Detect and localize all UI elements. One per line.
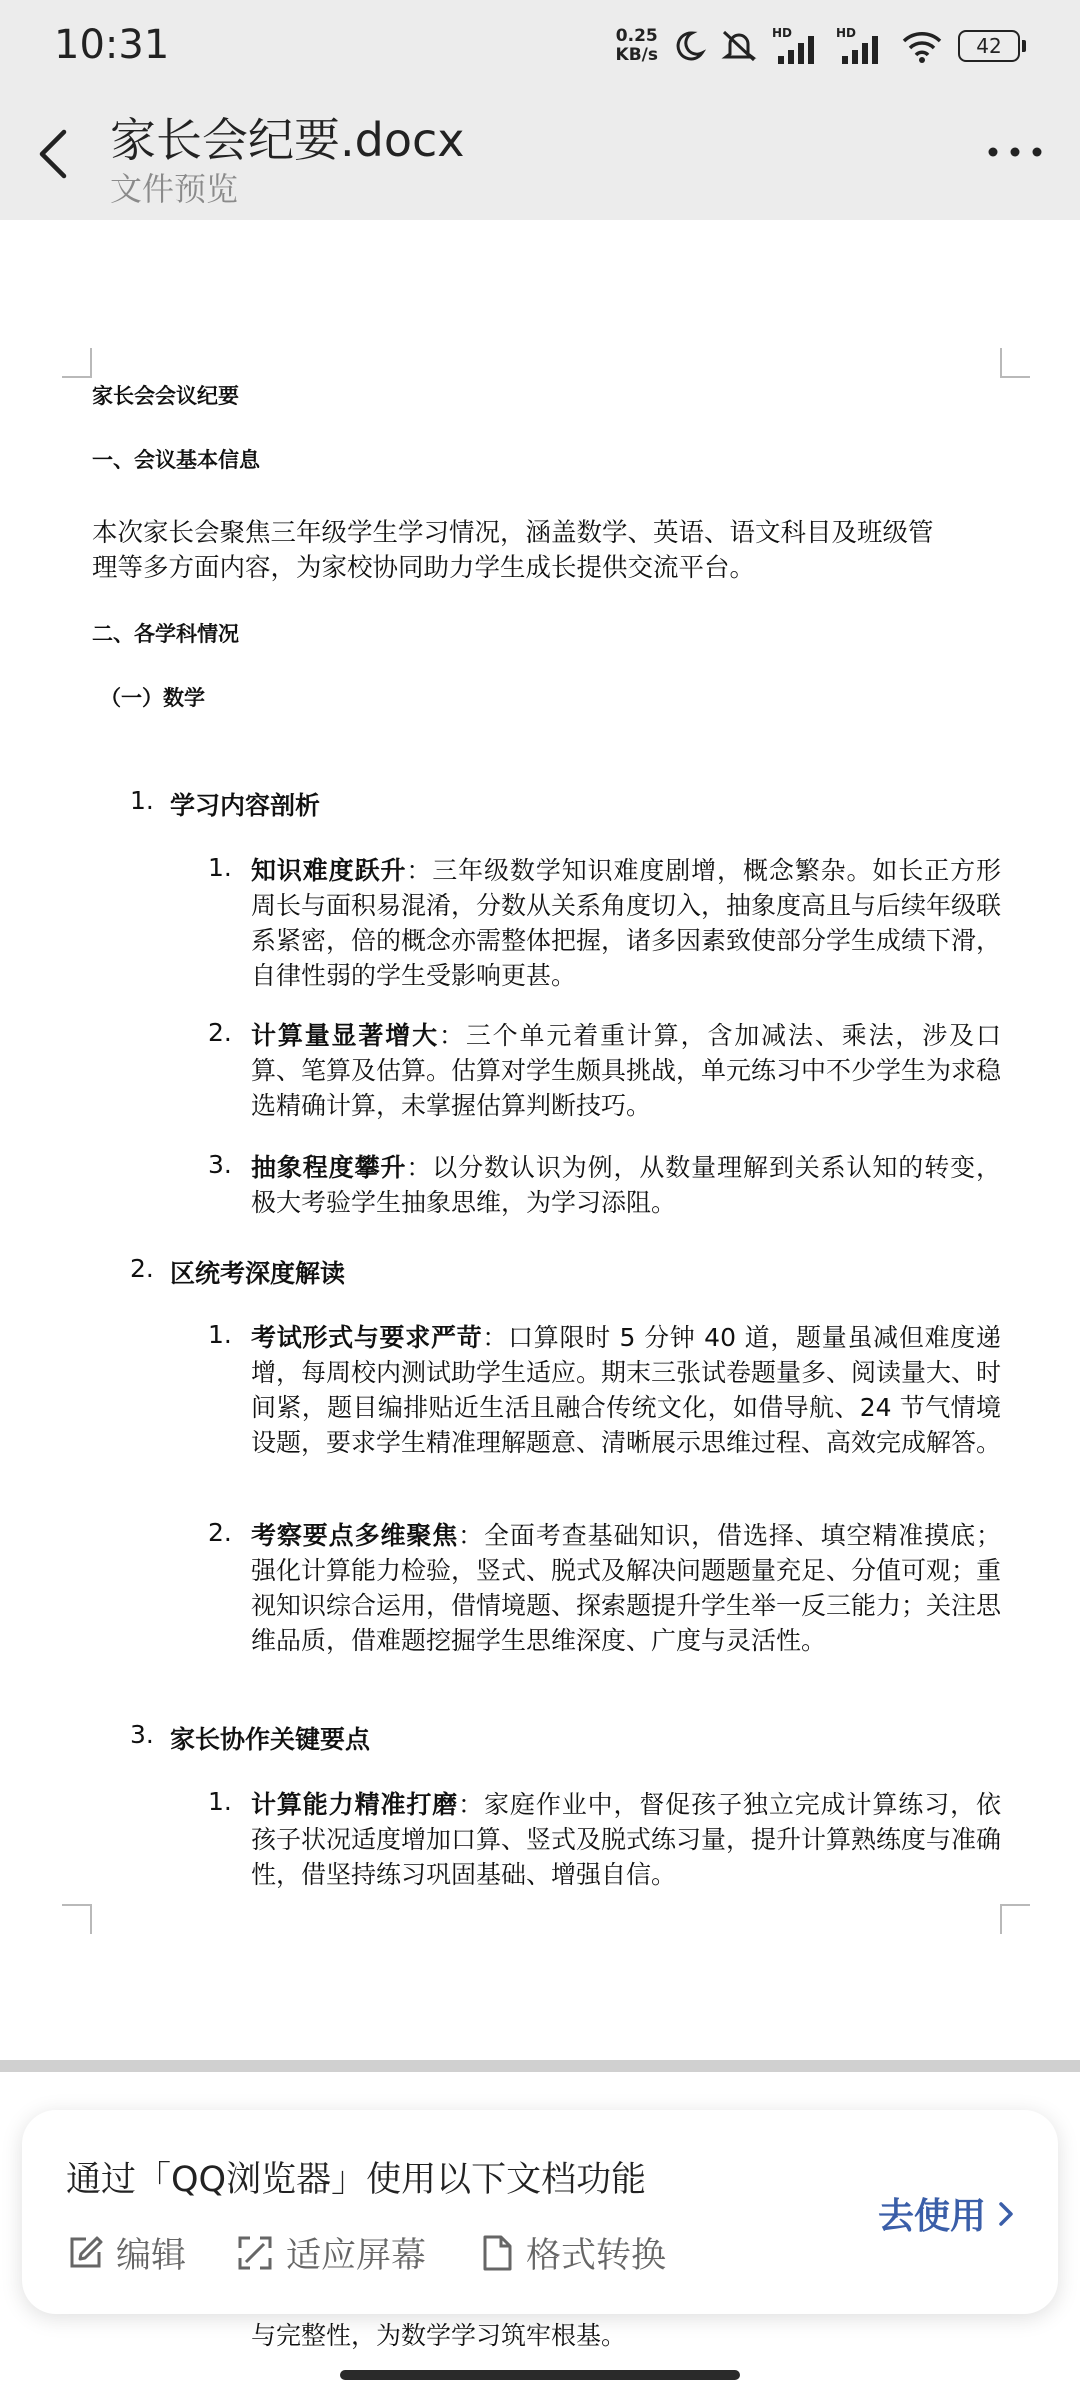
list-item: 计算量显著增大：三个单元着重计算，含加减法、乘法，涉及口算、笔算及估算。估算对学生颇具挑战，单元练习中不少学生为求稳选精确计算，未掌握估算判断技巧。: [251, 1021, 1002, 1120]
sublist-number: 1.: [208, 1320, 232, 1349]
more-dots-icon: [980, 132, 1050, 172]
list-heading: 家长协作关键要点: [170, 1725, 371, 1754]
wifi-icon: [900, 28, 944, 64]
list-number: 2.: [130, 1254, 154, 1283]
edit-icon: [66, 2234, 104, 2272]
intro-paragraph-line-2: 理等多方面内容，为家校协同助力学生成长提供交流平台。: [92, 553, 756, 583]
list-item: 计算能力精准打磨：家庭作业中，督促孩子独立完成计算练习，依孩子状况适度增加口算、竖式及脱式练习量，提升计算熟练度与准确性，借坚持练习巩固基础、增强自信。: [251, 1790, 1002, 1889]
back-button[interactable]: [26, 122, 82, 186]
fit-screen-icon: [236, 2234, 274, 2272]
signal-icon-2: HD: [836, 26, 886, 66]
app-header: [0, 92, 1080, 220]
qq-browser-promo-card: [22, 2110, 1058, 2314]
chevron-left-icon: [26, 122, 82, 186]
edit-button[interactable]: 编辑: [66, 2228, 186, 2278]
document-title: 家长会纪要.docx: [110, 113, 465, 167]
subsection-heading-math: （一）数学: [100, 686, 205, 710]
list-number: 3.: [130, 1720, 154, 1749]
chevron-right-icon: [996, 2199, 1016, 2229]
battery-icon: 42: [958, 30, 1026, 62]
intro-paragraph-line-1: 本次家长会聚焦三年级学生学习情况，涵盖数学、英语、语文科目及班级管: [92, 518, 934, 548]
status-icons: [616, 24, 1026, 68]
section-heading-1: 一、会议基本信息: [92, 448, 260, 472]
page-corner-mark: [1000, 348, 1030, 378]
list-heading: 区统考深度解读: [170, 1259, 346, 1288]
next-page-text: 与完整性，为数学学习筑牢根基。: [251, 2321, 627, 2350]
sublist-number: 2.: [208, 1518, 232, 1547]
list-item: 抽象程度攀升：以分数认识为例，从数量理解到关系认知的转变，极大考验学生抽象思维，为学习添阻。: [251, 1153, 1001, 1217]
sublist-number: 2.: [208, 1018, 232, 1047]
mute-icon: [720, 28, 758, 64]
format-convert-button[interactable]: 格式转换: [480, 2228, 666, 2278]
list-item: 考察要点多维聚焦：全面考查基础知识，借选择、填空精准摸底；强化计算能力检验，竖式、脱式及解决问题题量充足、分值可观；重视知识综合运用，借情境题、探索题提升学生举一反三能力；关注思维品质，借难题挖掘学生思维深度、广度与灵活性。: [251, 1521, 1002, 1655]
page-corner-mark: [1000, 1904, 1030, 1934]
list-number: 1.: [130, 786, 154, 815]
home-indicator[interactable]: [340, 2370, 740, 2380]
doc-heading-title: 家长会会议纪要: [92, 384, 239, 408]
go-use-button[interactable]: 去使用: [878, 2188, 1016, 2239]
status-time: 10:31: [54, 22, 170, 68]
page-corner-mark: [62, 1904, 92, 1934]
status-bar: [0, 0, 1080, 92]
page-corner-mark: [62, 348, 92, 378]
fit-screen-button[interactable]: 适应屏幕: [236, 2228, 426, 2278]
sublist-number: 3.: [208, 1150, 232, 1179]
document-icon: [480, 2234, 514, 2272]
promo-title: 通过「QQ浏览器」使用以下文档功能: [66, 2160, 647, 2200]
document-subtitle: 文件预览: [110, 170, 239, 208]
signal-icon: HD: [772, 26, 822, 66]
sublist-number: 1.: [208, 853, 232, 882]
moon-icon: [672, 29, 706, 63]
page-divider: [0, 2060, 1080, 2072]
list-heading: 学习内容剖析: [170, 791, 321, 820]
more-button[interactable]: [980, 132, 1050, 172]
section-heading-2: 二、各学科情况: [92, 622, 239, 646]
document-page[interactable]: [0, 220, 1080, 2060]
list-item: 知识难度跃升：三年级数学知识难度剧增，概念繁杂。如长正方形周长与面积易混淆，分数从关系角度切入，抽象度高且与后续年级联系紧密，倍的概念亦需整体把握，诸多因素致使部分学生成绩下滑，自律性弱的学生受影响更甚。: [251, 856, 1002, 990]
list-item: 考试形式与要求严苛：口算限时 5 分钟 40 道，题量虽减但难度递增，每周校内测试助学生适应。期末三张试卷题量多、阅读量大、时间紧，题目编排贴近生活且融合传统文化，如借导航、24 节气情境设题，要求学生精准理解题意、清晰展示思维过程、高效完成解答。: [251, 1323, 1002, 1457]
sublist-number: 1.: [208, 1787, 232, 1816]
network-speed: 0.25 KB/s: [615, 26, 658, 65]
